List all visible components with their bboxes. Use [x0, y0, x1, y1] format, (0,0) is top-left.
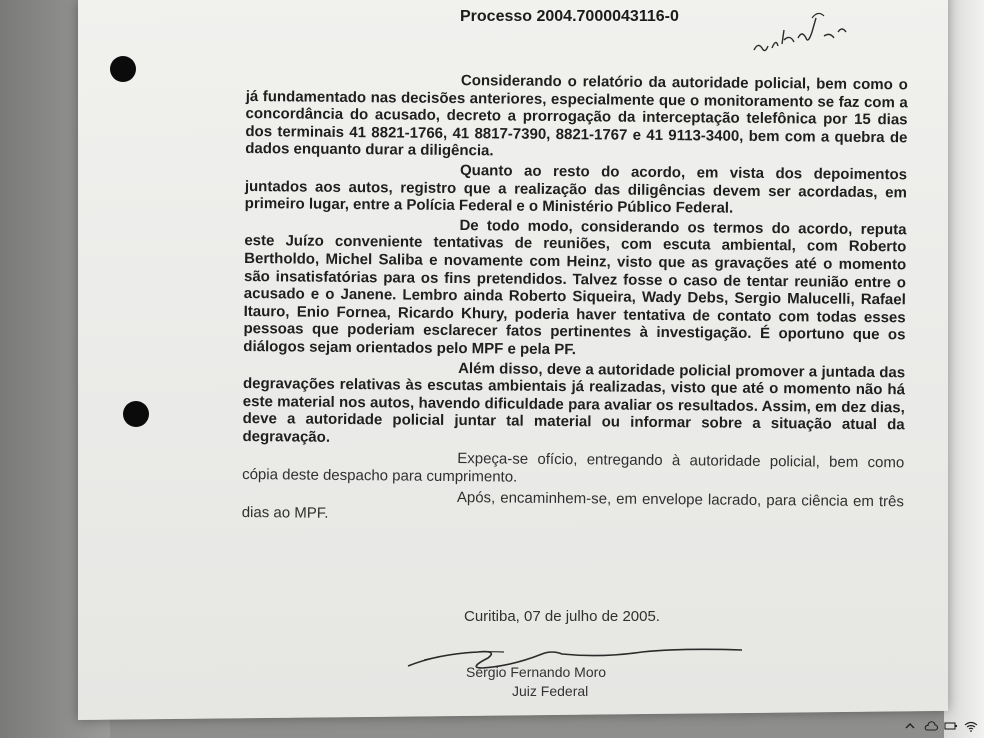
closing-date: Curitiba, 07 de julho de 2005.	[464, 608, 660, 625]
punch-hole-icon	[110, 56, 136, 82]
paragraph-4: Além disso, deve a autoridade policial promover a juntada das degravações relativas às escutas ambientais já realizadas, visto que até o momento não há este material nos autos, havendo dificuldade para avaliar os resultados. Assim, em dez dias, deve a autoridade policial juntar tal material ou informar sobre a situação atual da degravação.	[242, 359, 906, 446]
handwritten-note	[750, 8, 860, 58]
background-right	[944, 0, 984, 738]
process-number: Processo 2004.7000043116-0	[460, 8, 679, 25]
document-body	[242, 70, 908, 528]
system-tray	[880, 714, 984, 738]
battery-icon[interactable]	[944, 720, 958, 732]
signer-name: Sergio Fernando Moro	[466, 664, 607, 680]
punch-hole-icon	[123, 401, 149, 427]
paragraph-5: Expeça-se ofício, entregando à autoridade policial, bem como cópia deste despacho para cumprimento.	[242, 450, 905, 486]
paragraph-6: Após, encaminhem-se, em envelope lacrado, para ciência em três dias ao MPF.	[241, 488, 904, 523]
cloud-icon[interactable]	[924, 720, 938, 732]
chevron-up-icon[interactable]	[904, 720, 918, 732]
wifi-icon[interactable]	[964, 720, 978, 732]
paragraph-3: De todo modo, considerando os termos do acordo, reputa este Juízo conveniente tentativas de reuniões, com escuta ambiental, com Roberto Bertholdo, Michel Saliba e novamente com Heinz, visto que as gravações até o momento são insatisfatórias para os fins pretendidos. Talvez fosse o caso de tentar reunião entre o acusado e o Janene. Lembro ainda Roberto Siqueira, Wady Debs, Sergio Malucelli, Rafael Itauro, Enio Fornea, Ricardo Khury, poderia haver tentativa de contato com todas esses pessoas que poderiam esclarecer fatos pertinentes à investigação. É oportuno que os diálogos sejam orientados pelo MPF e pela PF.	[243, 216, 907, 359]
signer-title: Juiz Federal	[512, 683, 589, 699]
paragraph-2: Quanto ao resto do acordo, em vista dos depoimentos juntados aos autos, registro que a realização das diligências devem ser acordadas, em primeiro lugar, entre a Polícia Federal e o Ministério Público Federal.	[244, 162, 908, 217]
paragraph-1: Considerando o relatório da autoridade policial, bem como o já fundamentado nas decisões anteriores, especialmente que o monitoramento se faz com a concordância do acusado, decreto a prorrogação da interceptação telefônica por 15 dias dos terminais 41 8821-1766, 41 8817-7390, 8821-1767 e 41 9113-3400, bem com a quebra de dados enquanto durar a diligência.	[245, 72, 908, 160]
